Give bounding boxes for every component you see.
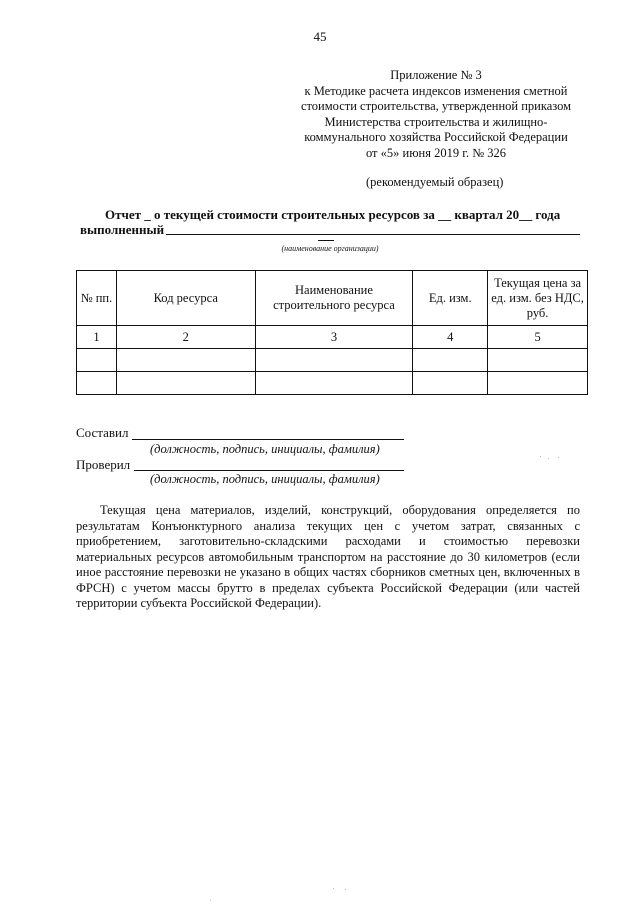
header-cell: Наименование строительного ресурса — [255, 271, 413, 326]
table-cell — [488, 372, 588, 395]
appendix-line: от «5» июня 2019 г. № 326 — [365, 145, 507, 160]
table-cell — [413, 349, 488, 372]
table-row — [77, 349, 588, 372]
table-cell: 3 — [255, 326, 413, 349]
table-cell: 2 — [116, 326, 255, 349]
table-cell — [116, 372, 255, 395]
header-cell: № пп. — [77, 271, 117, 326]
table-cell — [77, 349, 117, 372]
table-cell: 1 — [77, 326, 117, 349]
compiled-signature-line — [132, 439, 404, 440]
table-header-row — [77, 271, 588, 326]
compiled-label: Составил — [76, 425, 129, 440]
report-performer-label: выполненный — [80, 222, 165, 237]
table-number-row — [77, 326, 588, 349]
compiled-hint: (должность, подпись, инициалы, фамилия) — [150, 442, 380, 456]
appendix-block — [290, 68, 582, 161]
appendix-line: Приложение № 3 — [390, 68, 482, 82]
checked-label: Проверил — [76, 457, 131, 472]
table-cell — [255, 349, 413, 372]
table-cell: 4 — [413, 326, 488, 349]
appendix-line: коммунального хозяйства Российской Федерации — [304, 130, 568, 144]
checked-hint: (должность, подпись, инициалы, фамилия) — [150, 472, 380, 486]
organization-hint: (наименование организации) — [281, 244, 379, 253]
table-cell — [116, 349, 255, 372]
table-cell — [255, 372, 413, 395]
header-cell: Ед. изм. — [413, 271, 488, 326]
sample-note: (рекомендуемый образец) — [366, 175, 504, 189]
table-cell — [488, 349, 588, 372]
checked-signature-line — [134, 470, 404, 471]
price-definition-paragraph — [76, 503, 580, 612]
table-cell: 5 — [488, 326, 588, 349]
appendix-line: Министерства строительства и жилищно- — [324, 114, 548, 129]
table-cell — [77, 372, 117, 395]
paragraph-text: Текущая цена материалов, изделий, конструкций, оборудования определяется по результатам Конъюнктурного анализа текущих цен с учетом затрат, связанных с приобретением, заготовительно-складскими расходами и стоимостью перевозки материальных ресурсов автомобильным транспортом на расстояние до 30 километров (если иное расстояние перевозки не указано в общих частях сборников сметных цен, включенных в ФРСН) с учетом массы брутто в пределах субъекта Российской Федерации (или частей территории субъекта Российской Федерации). — [76, 503, 580, 610]
organization-dash — [318, 240, 334, 241]
table-cell — [413, 372, 488, 395]
page-number: 45 — [313, 29, 327, 44]
appendix-line: стоимости строительства, утвержденной приказом — [300, 99, 572, 113]
table-row — [77, 372, 588, 395]
organization-name-line — [166, 234, 580, 235]
header-cell: Текущая цена за ед. изм. без НДС, руб. — [488, 271, 588, 326]
header-cell: Код ресурса — [116, 271, 255, 326]
appendix-line: к Методике расчета индексов изменения сметной — [304, 83, 568, 98]
resource-table — [76, 270, 588, 395]
report-title: Отчет _ о текущей стоимости строительных ресурсов за __ квартал 20__ года — [105, 207, 561, 222]
